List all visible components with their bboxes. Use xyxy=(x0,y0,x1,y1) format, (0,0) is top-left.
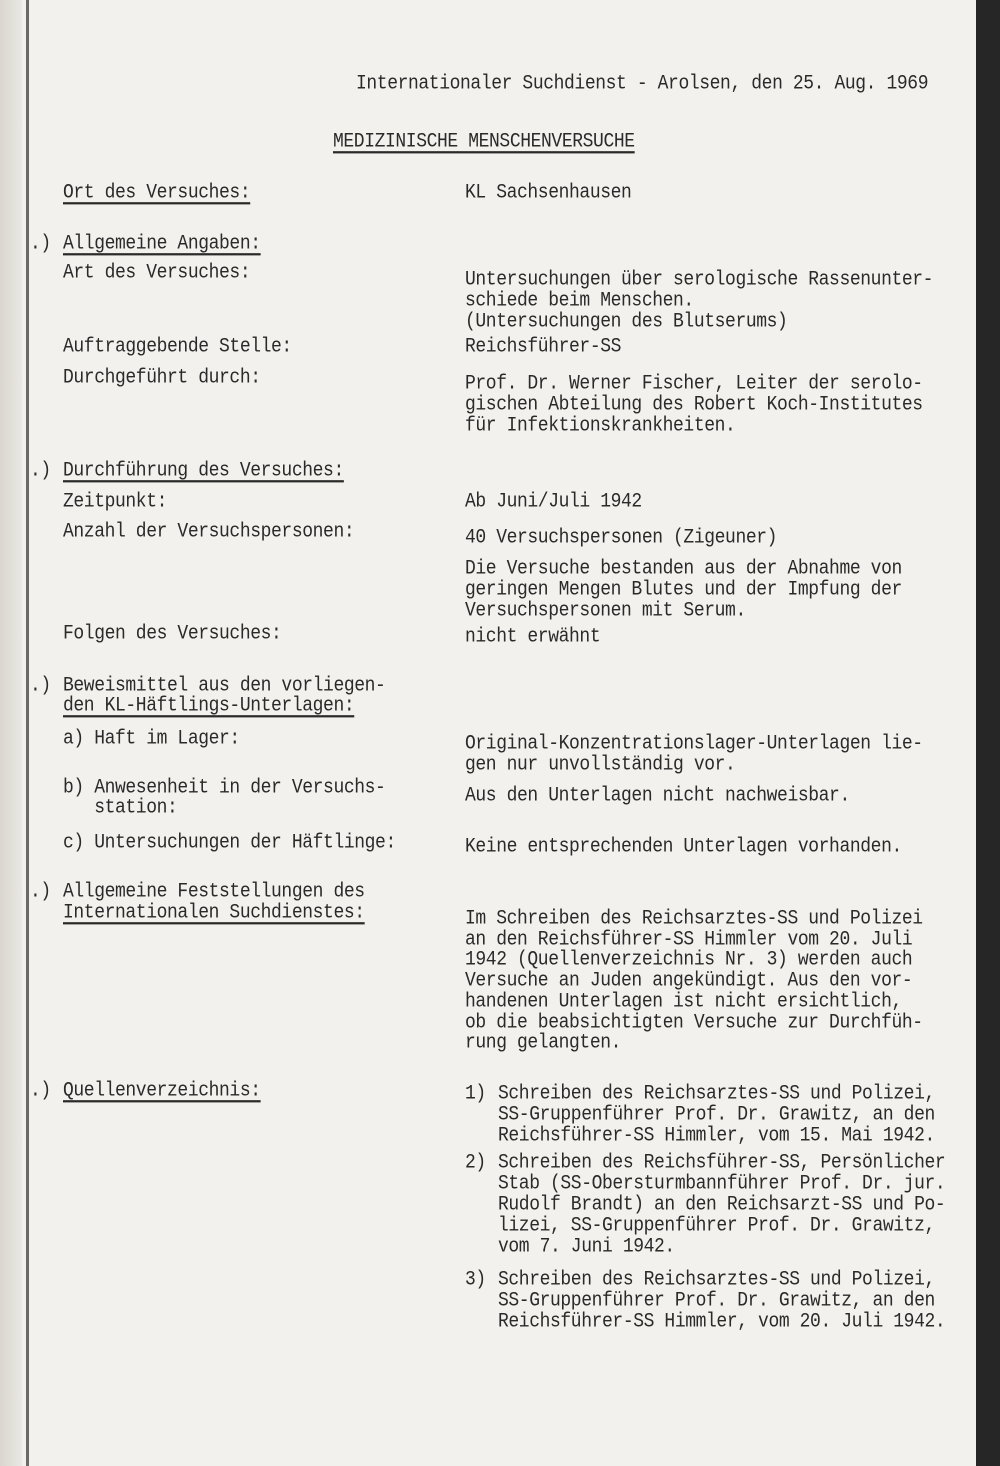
text-line: für Infektionskrankheiten. xyxy=(465,415,736,438)
anzahl-label: Anzahl der Versuchspersonen: xyxy=(63,521,355,544)
section-marker: .) xyxy=(30,881,51,904)
item-number: 2) xyxy=(465,1152,486,1175)
folgen-label: Folgen des Versuches: xyxy=(63,623,282,646)
text-line: vom 7. Juni 1942. xyxy=(498,1236,675,1259)
document-title: MEDIZINISCHE MENSCHENVERSUCHE xyxy=(333,131,635,154)
text-line: Schreiben des Reichsarztes-SS und Polizei, xyxy=(498,1083,935,1106)
text-line: handenen Unterlagen ist nicht ersichtlich, xyxy=(465,990,902,1014)
durchfuehrung-heading: Durchführung des Versuches: xyxy=(63,460,344,483)
text-line: gischen Abteilung des Robert Koch-Institutes xyxy=(465,394,923,417)
b-label: b) Anwesenheit in der Versuchs- xyxy=(63,777,386,800)
section-marker: .) xyxy=(30,1080,51,1103)
a-value: Original-Konzentrationslager-Unterlagen lie- xyxy=(465,733,923,756)
section-marker: .) xyxy=(30,233,51,256)
text-line: SS-Gruppenführer Prof. Dr. Grawitz, an den xyxy=(498,1290,935,1313)
beweis-heading: den KL-Häftlings-Unterlagen: xyxy=(63,695,355,718)
durch-label: Durchgeführt durch: xyxy=(63,367,261,390)
folgen-value: nicht erwähnt xyxy=(465,626,601,649)
c-value: Keine entsprechenden Unterlagen vorhanden. xyxy=(465,836,902,859)
a-label: a) Haft im Lager: xyxy=(63,728,240,751)
document-header: Internationaler Suchdienst - Arolsen, den 25. Aug. 1969 xyxy=(356,73,929,96)
text-line: geringen Mengen Blutes und der Impfung der xyxy=(465,579,902,602)
zeit-value: Ab Juni/Juli 1942 xyxy=(465,491,642,514)
anzahl-value: 40 Versuchspersonen (Zigeuner) xyxy=(465,527,778,550)
text-line: Stab (SS-Obersturmbannführer Prof. Dr. jur. xyxy=(498,1173,946,1196)
scan-left-margin xyxy=(0,0,22,1466)
b-value: Aus den Unterlagen nicht nachweisbar. xyxy=(465,785,850,808)
text-line: Reichsführer-SS Himmler, vom 15. Mai 1942. xyxy=(498,1125,935,1148)
text-line: Die Versuche bestanden aus der Abnahme von xyxy=(465,558,902,581)
text-line: Versuche an Juden angekündigt. Aus den vor- xyxy=(465,970,913,993)
text-line: Schreiben des Reichsarztes-SS und Polizei, xyxy=(498,1269,935,1292)
text-line: Prof. Dr. Werner Fischer, Leiter der serolo- xyxy=(465,373,923,396)
section-marker: .) xyxy=(30,675,51,698)
feststellungen-heading: Allgemeine Feststellungen des xyxy=(63,881,365,904)
text-line: an den Reichsführer-SS Himmler vom 20. Juli xyxy=(465,928,913,952)
text-line: (Untersuchungen des Blutserums) xyxy=(465,311,788,334)
text-line: Rudolf Brandt) an den Reichsarzt-SS und Po- xyxy=(498,1194,946,1217)
item-number: 1) xyxy=(465,1083,486,1106)
text-line: Versuchspersonen mit Serum. xyxy=(465,600,746,623)
a-value: gen nur unvollständig vor. xyxy=(465,754,736,777)
text-line: rung gelangten. xyxy=(465,1032,622,1055)
zeit-label: Zeitpunkt: xyxy=(63,491,168,514)
ort-value: KL Sachsenhausen xyxy=(465,182,632,205)
scan-right-margin xyxy=(976,0,1000,1466)
text-line: Im Schreiben des Reichsarztes-SS und Polizei xyxy=(465,908,923,931)
page-edge xyxy=(26,0,29,1466)
beweis-heading: Beweismittel aus den vorliegen- xyxy=(63,675,386,698)
text-line: Reichsführer-SS Himmler, vom 20. Juli 1942. xyxy=(498,1311,946,1334)
art-label: Art des Versuches: xyxy=(63,262,251,285)
ort-label: Ort des Versuches: xyxy=(63,182,251,205)
auftrag-label: Auftraggebende Stelle: xyxy=(63,336,292,359)
c-label: c) Untersuchungen der Häftlinge: xyxy=(63,832,396,855)
auftrag-value: Reichsführer-SS xyxy=(465,336,622,359)
b-label: station: xyxy=(63,797,178,820)
text-line: schiede beim Menschen. xyxy=(465,290,694,313)
text-line: Schreiben des Reichsführer-SS, Persönlicher xyxy=(498,1152,946,1175)
item-number: 3) xyxy=(465,1269,486,1292)
text-line: SS-Gruppenführer Prof. Dr. Grawitz, an den xyxy=(498,1104,935,1127)
quellen-heading: Quellenverzeichnis: xyxy=(63,1080,261,1103)
text-line: ob die beabsichtigten Versuche zur Durchfüh- xyxy=(465,1011,923,1034)
text-line: lizei, SS-Gruppenführer Prof. Dr. Grawitz, xyxy=(498,1215,935,1238)
feststellungen-heading: Internationalen Suchdienstes: xyxy=(63,902,365,925)
text-line: Untersuchungen über serologische Rassenunter- xyxy=(465,269,934,292)
text-line: 1942 (Quellenverzeichnis Nr. 3) werden auch xyxy=(465,949,913,972)
allgemein-heading: Allgemeine Angaben: xyxy=(63,233,261,256)
section-marker: .) xyxy=(30,460,51,483)
